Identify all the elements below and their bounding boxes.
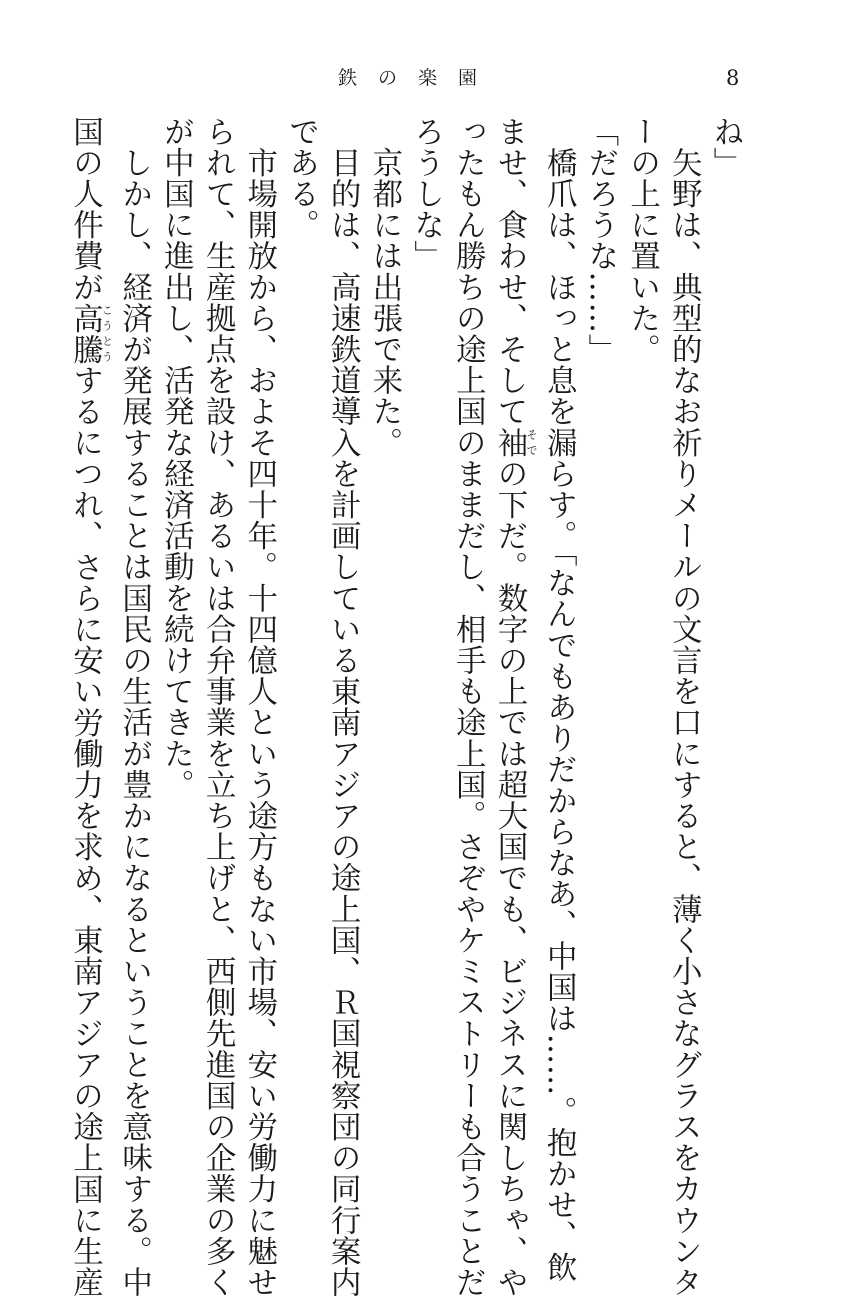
text-column: ったもん勝ちの途上国のままだし、相手も途上国。さぞやケミストリーも合うことだ	[450, 116, 486, 1298]
ruby-reading: そで	[524, 427, 538, 459]
text-column: 京都には出張で来た。	[366, 116, 402, 459]
text-column: 目的は、高速鉄道導入を計画している東南アジアの途上国、Ｒ国視察団の同行案内	[325, 116, 361, 1298]
text-column: である。	[283, 116, 319, 241]
ruby-annotation: 袖そで	[491, 427, 538, 459]
text-column: 国の人件費が高騰こうとうするにつれ、さらに安い労働力を求め、東南アジアの途上国に生産	[67, 116, 114, 1298]
text-column: ろうしな」	[408, 116, 444, 272]
text-column: ませ、食わせ、そして袖そでの下だ。数字の上では超大国でも、ビジネスに関しちゃ、や	[491, 116, 538, 1298]
vertical-body-text	[67, 116, 746, 1298]
text-column: 「だろうな……」	[582, 116, 618, 365]
page-number: 8	[726, 66, 740, 90]
ruby-annotation: 高騰こうとう	[67, 302, 114, 365]
ruby-reading: こうとう	[100, 302, 114, 365]
text-column: が中国に進出し、活発な経済活動を続けてきた。	[158, 116, 194, 801]
text-column: られて、生産拠点を設け、あるいは合弁事業を立ち上げと、西側先進国の企業の多く	[200, 116, 236, 1298]
running-header-title: 鉄の楽園	[338, 67, 499, 89]
text-column: 市場開放から、およそ四十年。十四億人という途方もない市場、安い労働力に魅せ	[241, 116, 277, 1298]
text-column: ね」	[708, 116, 743, 179]
text-column: ーの上に置いた。	[624, 116, 660, 365]
text-column: しかし、経済が発展することは国民の生活が豊かになるということを意味する。中	[116, 116, 152, 1298]
text-column: 矢野は、典型的なお祈りメールの文言を口にすると、薄く小さなグラスをカウンタ	[666, 116, 702, 1298]
text-column: 橋爪は、ほっと息を漏らす。「なんでもありだからなあ、中国は……。抱かせ、飲	[541, 116, 577, 1283]
